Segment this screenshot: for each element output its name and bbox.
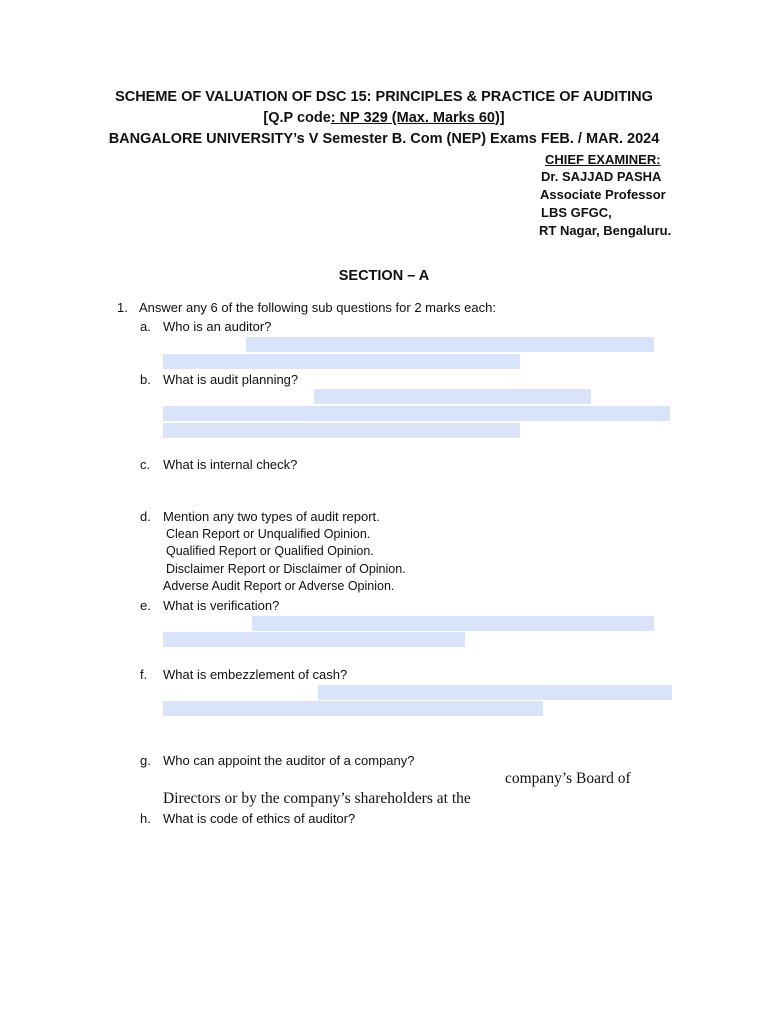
doc-title: SCHEME OF VALUATION OF DSC 15: PRINCIPLES & PRACTICE OF AUDITING: [115, 89, 653, 105]
examiner-name: Dr. SAJJAD PASHA: [541, 169, 662, 184]
subquestion-letter: g.: [140, 753, 151, 768]
examiner-title: CHIEF EXAMINER:: [545, 152, 661, 167]
qp-code-value: : NP 329 (Max. Marks 60: [330, 110, 495, 126]
qp-code-suffix: )]: [494, 110, 505, 126]
subquestion-letter: c.: [140, 457, 151, 472]
answer-highlight: [252, 616, 654, 631]
answer-highlight: [318, 685, 672, 700]
exam-line: BANGALORE UNIVERSITY’s V Semester B. Com (NEP) Exams FEB. / MAR. 2024: [108, 131, 660, 147]
answer-highlight: [163, 632, 465, 647]
subquestion-text: Who can appoint the auditor of a company?: [163, 753, 415, 768]
answer-highlight: [163, 423, 520, 438]
audit-report-type: Qualified Report or Qualified Opinion.: [166, 544, 374, 558]
examiner-designation: Associate Professor: [540, 187, 666, 202]
subquestion-text: What is embezzlement of cash?: [163, 667, 348, 682]
subquestion-letter: h.: [140, 811, 151, 826]
qp-code-line: [0, 110, 768, 126]
audit-report-type: Disclaimer Report or Disclaimer of Opinion.: [166, 562, 406, 576]
qp-code-prefix: [Q.P code: [263, 110, 331, 126]
subquestion-letter: d.: [140, 509, 151, 524]
answer-highlight: [163, 354, 520, 369]
subquestion-text: What is audit planning?: [163, 372, 299, 387]
subquestion-text: What is internal check?: [163, 457, 298, 472]
audit-report-type: Clean Report or Unqualified Opinion.: [166, 527, 371, 541]
answer-highlight: [163, 701, 543, 716]
answer-highlight: [314, 389, 591, 404]
subquestion-letter: e.: [140, 598, 151, 613]
subquestion-letter: a.: [140, 319, 151, 334]
subquestion-letter: f.: [140, 667, 148, 682]
answer-highlight: [246, 337, 654, 352]
subquestion-text: What is code of ethics of auditor?: [163, 811, 356, 826]
section-title: SECTION – A: [338, 268, 430, 284]
answer-g-line1: company’s Board of: [505, 770, 631, 787]
answer-highlight: [163, 406, 670, 421]
subquestion-text: Mention any two types of audit report.: [163, 509, 380, 524]
question-text: Answer any 6 of the following sub questions for 2 marks each:: [139, 300, 496, 315]
question-number: 1.: [117, 300, 128, 315]
subquestion-text: What is verification?: [163, 598, 280, 613]
audit-report-type: Adverse Audit Report or Adverse Opinion.: [163, 579, 395, 593]
subquestion-text: Who is an auditor?: [163, 319, 272, 334]
answer-g-line2: Directors or by the company’s shareholders at the: [163, 790, 471, 807]
subquestion-letter: b.: [140, 372, 151, 387]
examiner-college: LBS GFGC,: [541, 205, 612, 220]
examiner-location: RT Nagar, Bengaluru.: [539, 223, 672, 238]
